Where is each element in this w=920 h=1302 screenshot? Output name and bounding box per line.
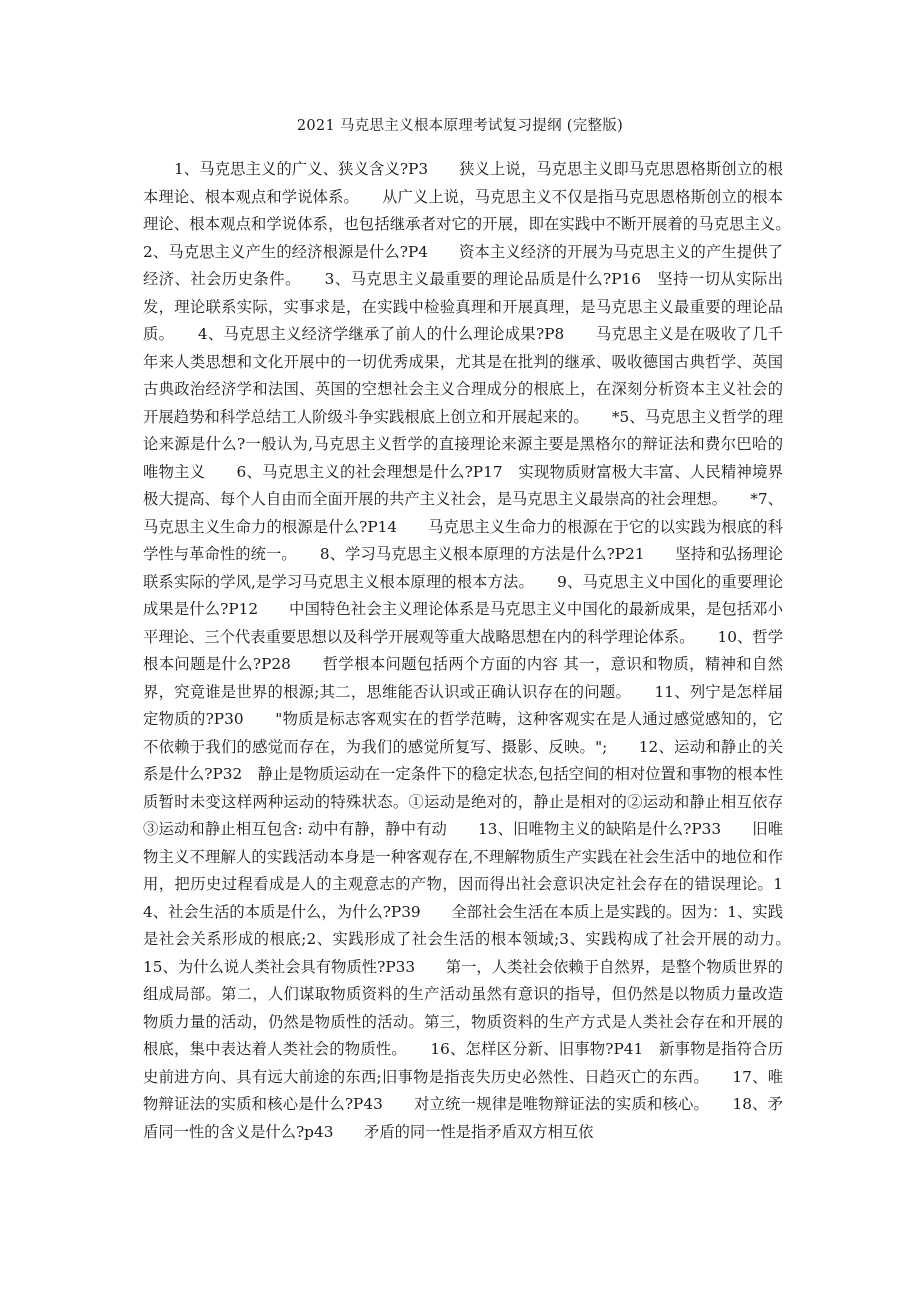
document-title: 2021 马克思主义根本原理考试复习提纲 (完整版): [296, 118, 624, 134]
document-body: 1、马克思主义的广义、狭义含义?P3 狭义上说，马克思主义即马克思恩格斯创立的根本理论、根本观点和学说体系。 从广义上说，马克思主义不仅是指马克思恩格斯创立的根本理论、根本观点和学说体系，也包括继承者对它的开展，即在实践中不断开展着的马克思主义。 2、马克思主义产生的经济根源是什么?P4 资本主义经济的开展为马克思主义的产生提供了经济、社会历史条件。 3、马克思主义最重要的理论品质是什么?P16 坚持一切从实际出发，理论联系实际，实事求是，在实践中检验真理和开展真理，是马克思主义最重要的理论品质。 4、马克思主义经济学继承了前人的什么理论成果?P8 马克思主义是在吸收了几千年来人类思想和文化开展中的一切优秀成果，尤其是在批判的继承、吸收德国古典哲学、英国古典政治经济学和法国、英国的空想社会主义合理成分的根底上，在深刻分析资本主义社会的开展趋势和科学总结工人阶级斗争实践根底上创立和开展起来的。 *5、马克思主义哲学的理论来源是什么?一般认为,马克思主义哲学的直接理论来源主要是黑格尔的辩证法和费尔巴哈的唯物主义 6、马克思主义的社会理想是什么?P17 实现物质财富极大丰富、人民精神境界极大提高、每个人自由而全面开展的共产主义社会，是马克思主义最崇高的社会理想。 *7、马克思主义生命力的根源是什么?P14 马克思主义生命力的根源在于它的以实践为根底的科学性与革命性的统一。 8、学习马克思主义根本原理的方法是什么?P21 坚持和弘扬理论联系实际的学风,是学习马克思主义根本原理的根本方法。 9、马克思主义中国化的重要理论成果是什么?P12 中国特色社会主义理论体系是马克思主义中国化的最新成果，是包括邓小平理论、三个代表重要思想以及科学开展观等重大战略思想在内的科学理论体系。 10、哲学根本问题是什么?P28 哲学根本问题包括两个方面的内容 其一，意识和物质，精神和自然界，究竟谁是世界的根源;其二，思维能否认识或正确认识存在的问题。 11、列宁是怎样届定物质的?P30 "物质是标志客观实在的哲学范畴，这种客观实在是人通过感觉感知的，它不依赖于我们的感觉而存在，为我们的感觉所复写、摄影、反映。"; 12、运动和静止的关系是什么?P32 静止是物质运动在一定条件下的稳定状态,包括空间的相对位置和事物的根本性质暂时未变这样两种运动的特殊状态。①运动是绝对的，静止是相对的②运动和静止相互依存③运动和静止相互包含: 动中有静，静中有动 13、旧唯物主义的缺陷是什么?P33 旧唯物主义不理解人的实践活动本身是一种客观存在,不理解物质生产实践在社会生活中的地位和作用，把历史过程看成是人的主观意志的产物，因而得出社会意识决定社会存在的错误理论。14、社会生活的本质是什么，为什么?P39 全部社会生活在本质上是实践的。因为：1、实践是社会关系形成的根底;2、实践形成了社会生活的根本领域;3、实践构成了社会开展的动力。 15、为什么说人类社会具有物质性?P33 第一，人类社会依赖于自然界，是整个物质世界的组成局部。第二，人们谋取物质资料的生产活动虽然有意识的指导，但仍然是以物质力量改造物质力量的活动，仍然是物质性的活动。第三，物质资料的生产方式是人类社会存在和开展的根底，集中表达着人类社会的物质性。 16、怎样区分新、旧事物?P41 新事物是指符合历史前进方向、具有远大前途的东西;旧事物是指丧失历史必然性、日趋灭亡的东西。 17、唯物辩证法的实质和核心是什么?P43 对立统一规律是唯物辩证法的实质和核心。 18、矛盾同一性的含义是什么?p43 矛盾的同一性是指矛盾双方相互依: [143, 160, 814, 1141]
